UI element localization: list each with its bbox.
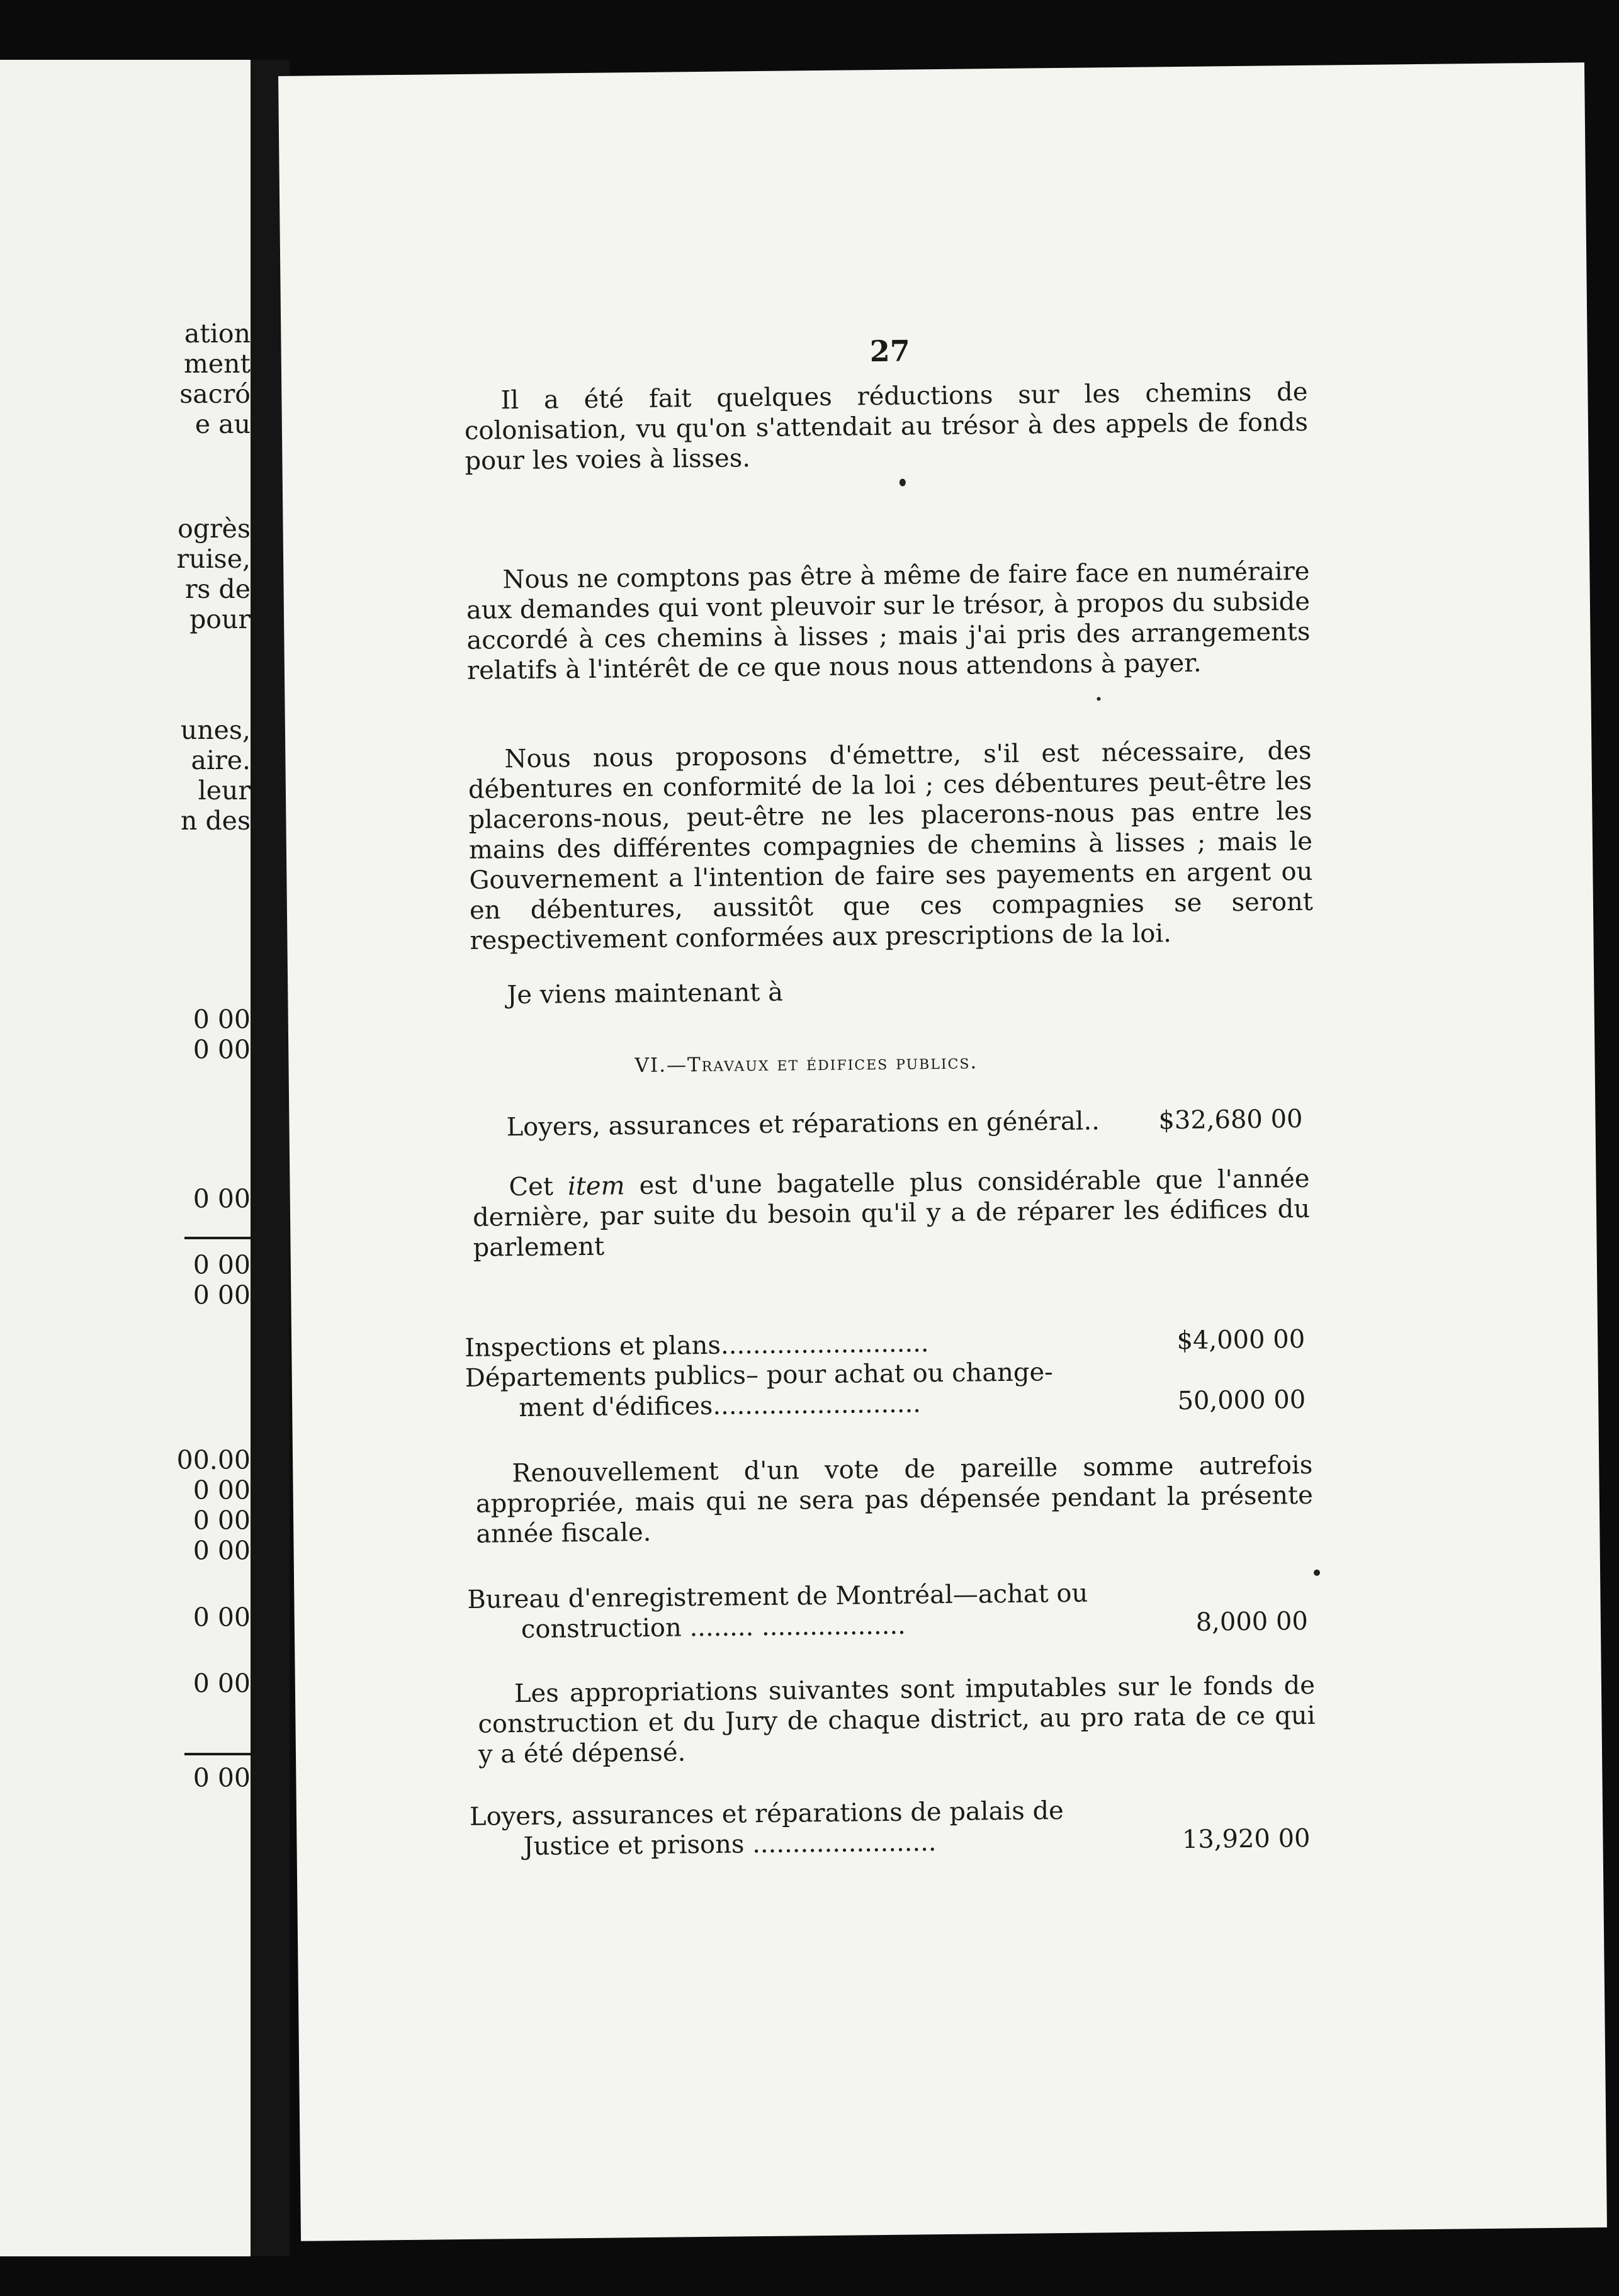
left-fragment-text: aire.: [191, 745, 251, 775]
left-rule-line: [184, 1753, 251, 1755]
left-fragment-text: rs de: [184, 574, 251, 604]
left-fragment-text: 0 00: [193, 1250, 251, 1280]
paragraph-numeraire: Nous ne comptons pas être à même de faire face en numéraire aux demandes qui vont pleuvoir sur le trésor, à propos du subside accordé à ces chemins à lisses ; mais j'ai pris des arrangements relatifs à l'intérêt de ce que nous nous attendons à payer.: [466, 556, 1311, 685]
left-fragment-text: 0 00: [193, 1004, 251, 1035]
entry-departements: Départements publics– pour achat ou change- ment d'édifices.......................... 50,000 00: [465, 1358, 1306, 1423]
left-fragment-text: sacró: [179, 379, 251, 409]
left-fragment-text: 0 00: [193, 1184, 251, 1214]
section-title: VI.—Travaux et édifices publics.: [635, 1050, 978, 1078]
left-fragment-text: 0 00: [193, 1602, 251, 1633]
paragraph-renouvellement: Renouvellement d'un vote de pareille somme autrefois appropriée, mais qui ne sera pas dépensée pendant la présente année fiscale.: [475, 1450, 1313, 1549]
paragraph-je-viens: Je viens maintenant à: [507, 977, 784, 1010]
speck-mark: [900, 479, 906, 487]
entry-loyers-justice: Loyers, assurances et réparations de palais de Justice et prisons ....................... 13,920 00: [469, 1796, 1311, 1862]
left-fragment-text: n des: [181, 806, 251, 836]
left-rule-line: [184, 1237, 251, 1239]
left-fragment-text: leur: [198, 775, 251, 806]
left-fragment-text: ation: [184, 318, 251, 349]
speck-mark: [1314, 1570, 1320, 1576]
left-fragment-text: 0 00: [193, 1475, 251, 1505]
entry-loyers-general: Loyers, assurances et réparations en général.. $32,680 00: [506, 1105, 1303, 1142]
paragraph-colonisation: Il a été fait quelques réductions sur les chemins de colonisation, vu qu'on s'attendait au trésor à des appels de fonds pour les voies à lisses.: [464, 377, 1309, 476]
left-fragment-text: e au: [195, 409, 251, 439]
right-page: [278, 62, 1607, 2241]
left-fragment-text: 0 00: [193, 1669, 251, 1699]
speck-mark: [1097, 697, 1100, 701]
left-fragment-text: 0 00: [193, 1536, 251, 1566]
paragraph-debentures: Nous nous proposons d'émettre, s'il est nécessaire, des débentures en conformité de la loi ; ces débentures peut-être les placerons-nous, peut-être ne les placerons-nous pas entre les mains des différentes compagnies de chemins à lisses ; mais le Gouvernement a l'intention de faire ses payements en argent ou en débentures, aussitôt que ces compagnies se seront respectivement conformées aux prescriptions de la loi.: [468, 736, 1314, 955]
left-fragment-text: unes,: [180, 715, 251, 745]
left-fragment-text: 0 00: [193, 1035, 251, 1065]
left-fragment-text: ruise,: [176, 544, 251, 574]
page-number: 27: [869, 334, 910, 369]
left-fragment-text: 0 00: [193, 1280, 251, 1310]
left-fragment-text: 0 00: [193, 1763, 251, 1793]
paragraph-cet-item: Cet item est d'une bagatelle plus considérable que l'année dernière, par suite du besoin qu'il y a de réparer les édifices du parlement: [472, 1164, 1311, 1263]
left-fragment-text: ment: [183, 349, 251, 379]
entry-inspections: Inspections et plans.......................... $4,000 00: [464, 1324, 1306, 1363]
paragraph-appropriations: Les appropriations suivantes sont imputables sur le fonds de construction et du Jury de chaque district, au pro rata de ce qui y a été dépensé.: [478, 1670, 1316, 1769]
left-fragment-text: 0 00: [193, 1505, 251, 1536]
left-fragment-text: pour: [189, 604, 251, 634]
left-fragment-text: 00.00: [176, 1445, 251, 1475]
left-fragment-text: ogrès: [178, 514, 251, 544]
entry-bureau: Bureau d'enregistrement de Montréal—achat ou construction ........ .................. 8,000 00: [467, 1578, 1309, 1645]
left-page-fragment: [0, 60, 251, 2256]
